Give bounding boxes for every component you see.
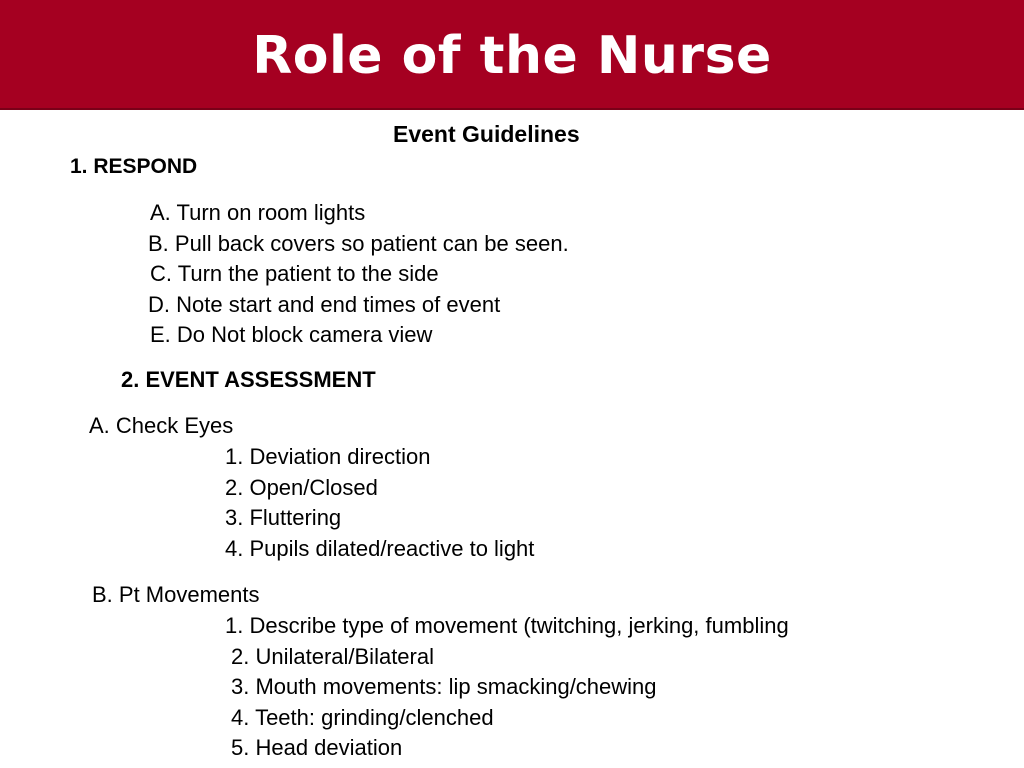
eyes-item: 2. Open/Closed — [225, 475, 378, 500]
movements-item: 5. Head deviation — [231, 735, 403, 760]
slide-title: Role of the Nurse — [252, 26, 772, 86]
section-respond-heading: 1. RESPOND — [70, 155, 198, 178]
title-banner — [0, 0, 1024, 110]
respond-item: A. Turn on room lights — [150, 200, 366, 225]
eyes-item: 3. Fluttering — [225, 505, 342, 530]
respond-item: E. Do Not block camera view — [150, 322, 433, 347]
eyes-item: 4. Pupils dilated/reactive to light — [225, 536, 535, 561]
slide-subtitle: Event Guidelines — [393, 121, 580, 147]
movements-item: 2. Unilateral/Bilateral — [231, 644, 434, 669]
movements-item: 4. Teeth: grinding/clenched — [231, 705, 494, 730]
respond-item: B. Pull back covers so patient can be seen. — [148, 231, 569, 256]
eyes-item: 1. Deviation direction — [225, 444, 431, 469]
pt-movements-heading: B. Pt Movements — [92, 582, 260, 607]
movements-item: 3. Mouth movements: lip smacking/chewing — [231, 674, 657, 699]
check-eyes-heading: A. Check Eyes — [89, 413, 234, 438]
respond-item: C. Turn the patient to the side — [150, 261, 439, 286]
section-assessment-heading: 2. EVENT ASSESSMENT — [121, 367, 376, 392]
movements-item: 1. Describe type of movement (twitching, jerking, fumbling — [225, 613, 789, 638]
respond-item: D. Note start and end times of event — [148, 292, 501, 317]
